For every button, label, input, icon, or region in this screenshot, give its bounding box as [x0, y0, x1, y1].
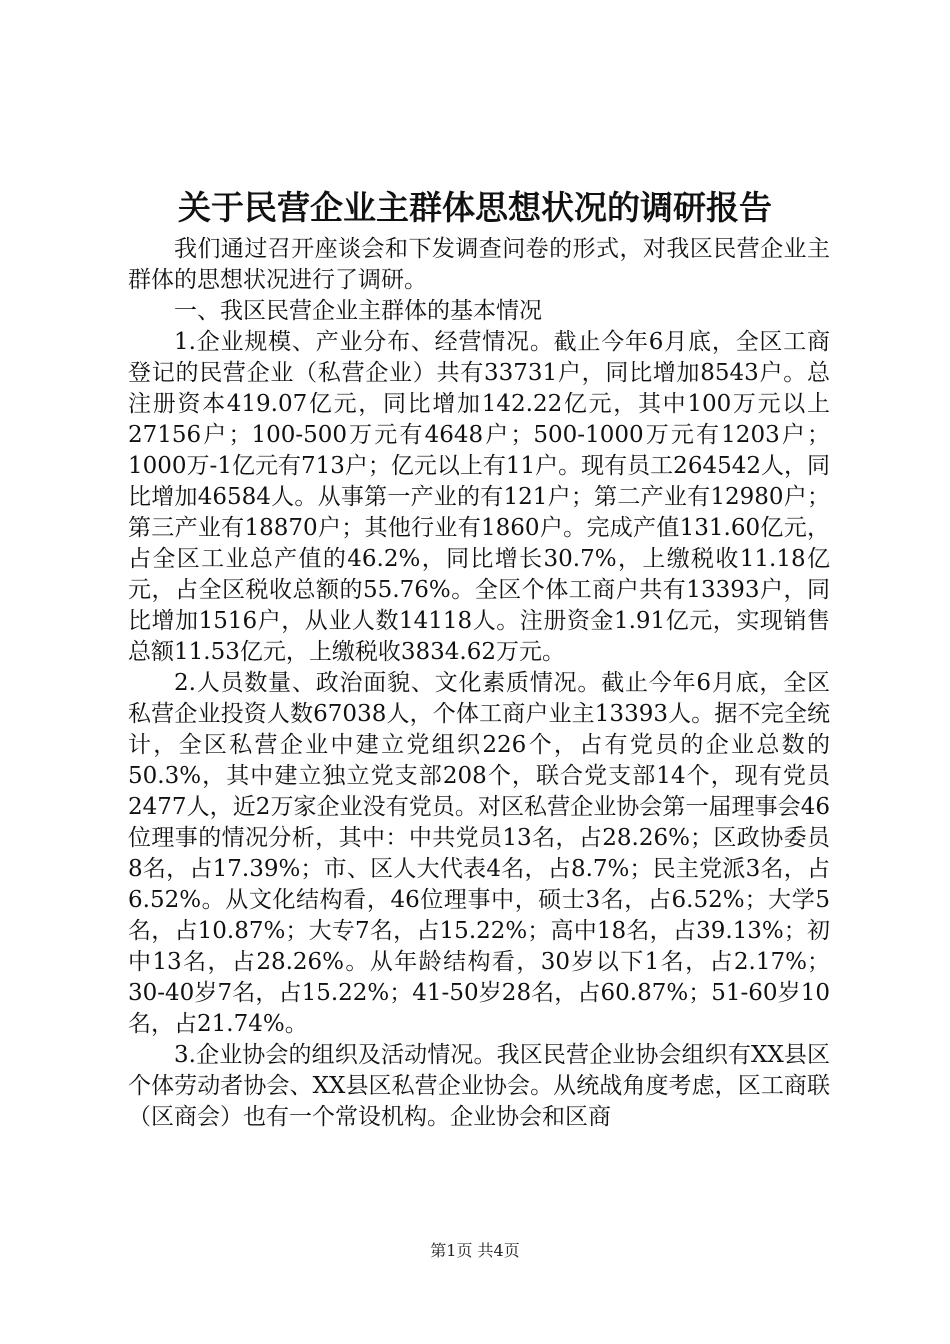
paragraph-associations: 3.企业协会的组织及活动情况。我区民营企业协会组织有XX县区个体劳动者协会、XX县区私营企业协会。从统战角度考虑，区工商联（区商会）也有一个常设机构。企业协会和区商 [128, 1042, 830, 1130]
document-body [128, 234, 830, 1133]
section-heading: 一、我区民营企业主群体的基本情况 [174, 298, 542, 324]
intro-paragraph: 我们通过召开座谈会和下发调查问卷的形式，对我区民营企业主群体的思想状况进行了调研。 [128, 236, 830, 293]
paragraph-personnel: 2.人员数量、政治面貌、文化素质情况。截止今年6月底，全区私营企业投资人数67038人，个体工商户业主13393人。据不完全统计，全区私营企业中建立党组织226个，占有党员的企业总数的50.3%，其中建立独立党支部208个，联合党支部14个，现有党员2477人，近2万家企业没有党员。对区私营企业协会第一届理事会46位理事的情况分析，其中：中共党员13名，占28.26%；区政协委员8名，占17.39%；市、区人大代表4名，占8.7%；民主党派3名，占6.52%。从文化结构看，46位理事中，硕士3名，占6.52%；大学5名，占10.87%；大专7名，占15.22%；高中18名，占39.13%；初中13名，占28.26%。从年龄结构看，30岁以下1名，占2.17%；30-40岁7名，占15.22%；41-50岁28名，占60.87%；51-60岁10名，占21.74%。 [128, 670, 830, 1037]
page-footer: 第1页 共4页 [430, 1241, 520, 1260]
paragraph-enterprise-scale: 1.企业规模、产业分布、经营情况。截止今年6月底，全区工商登记的民营企业（私营企业）共有33731户，同比增加8543户。总注册资本419.07亿元，同比增加142.22亿元，其中100万元以上27156户；100-500万元有4648户；500-1000万元有1203户；1000万-1亿元有713户；亿元以上有11户。现有员工264542人，同比增加46584人。从事第一产业的有121户；第二产业有12980户；第三产业有18870户；其他行业有1860户。完成产值131.60亿元，占全区工业总产值的46.2%，同比增长30.7%，上缴税收11.18亿元，占全区税收总额的55.76%。全区个体工商户共有13393户，同比增加1516户，从业人数14118人。注册资金1.91亿元，实现销售总额11.53亿元，上缴税收3834.62万元。 [128, 329, 830, 665]
document-title: 关于民营企业主群体思想状况的调研报告 [178, 188, 772, 227]
